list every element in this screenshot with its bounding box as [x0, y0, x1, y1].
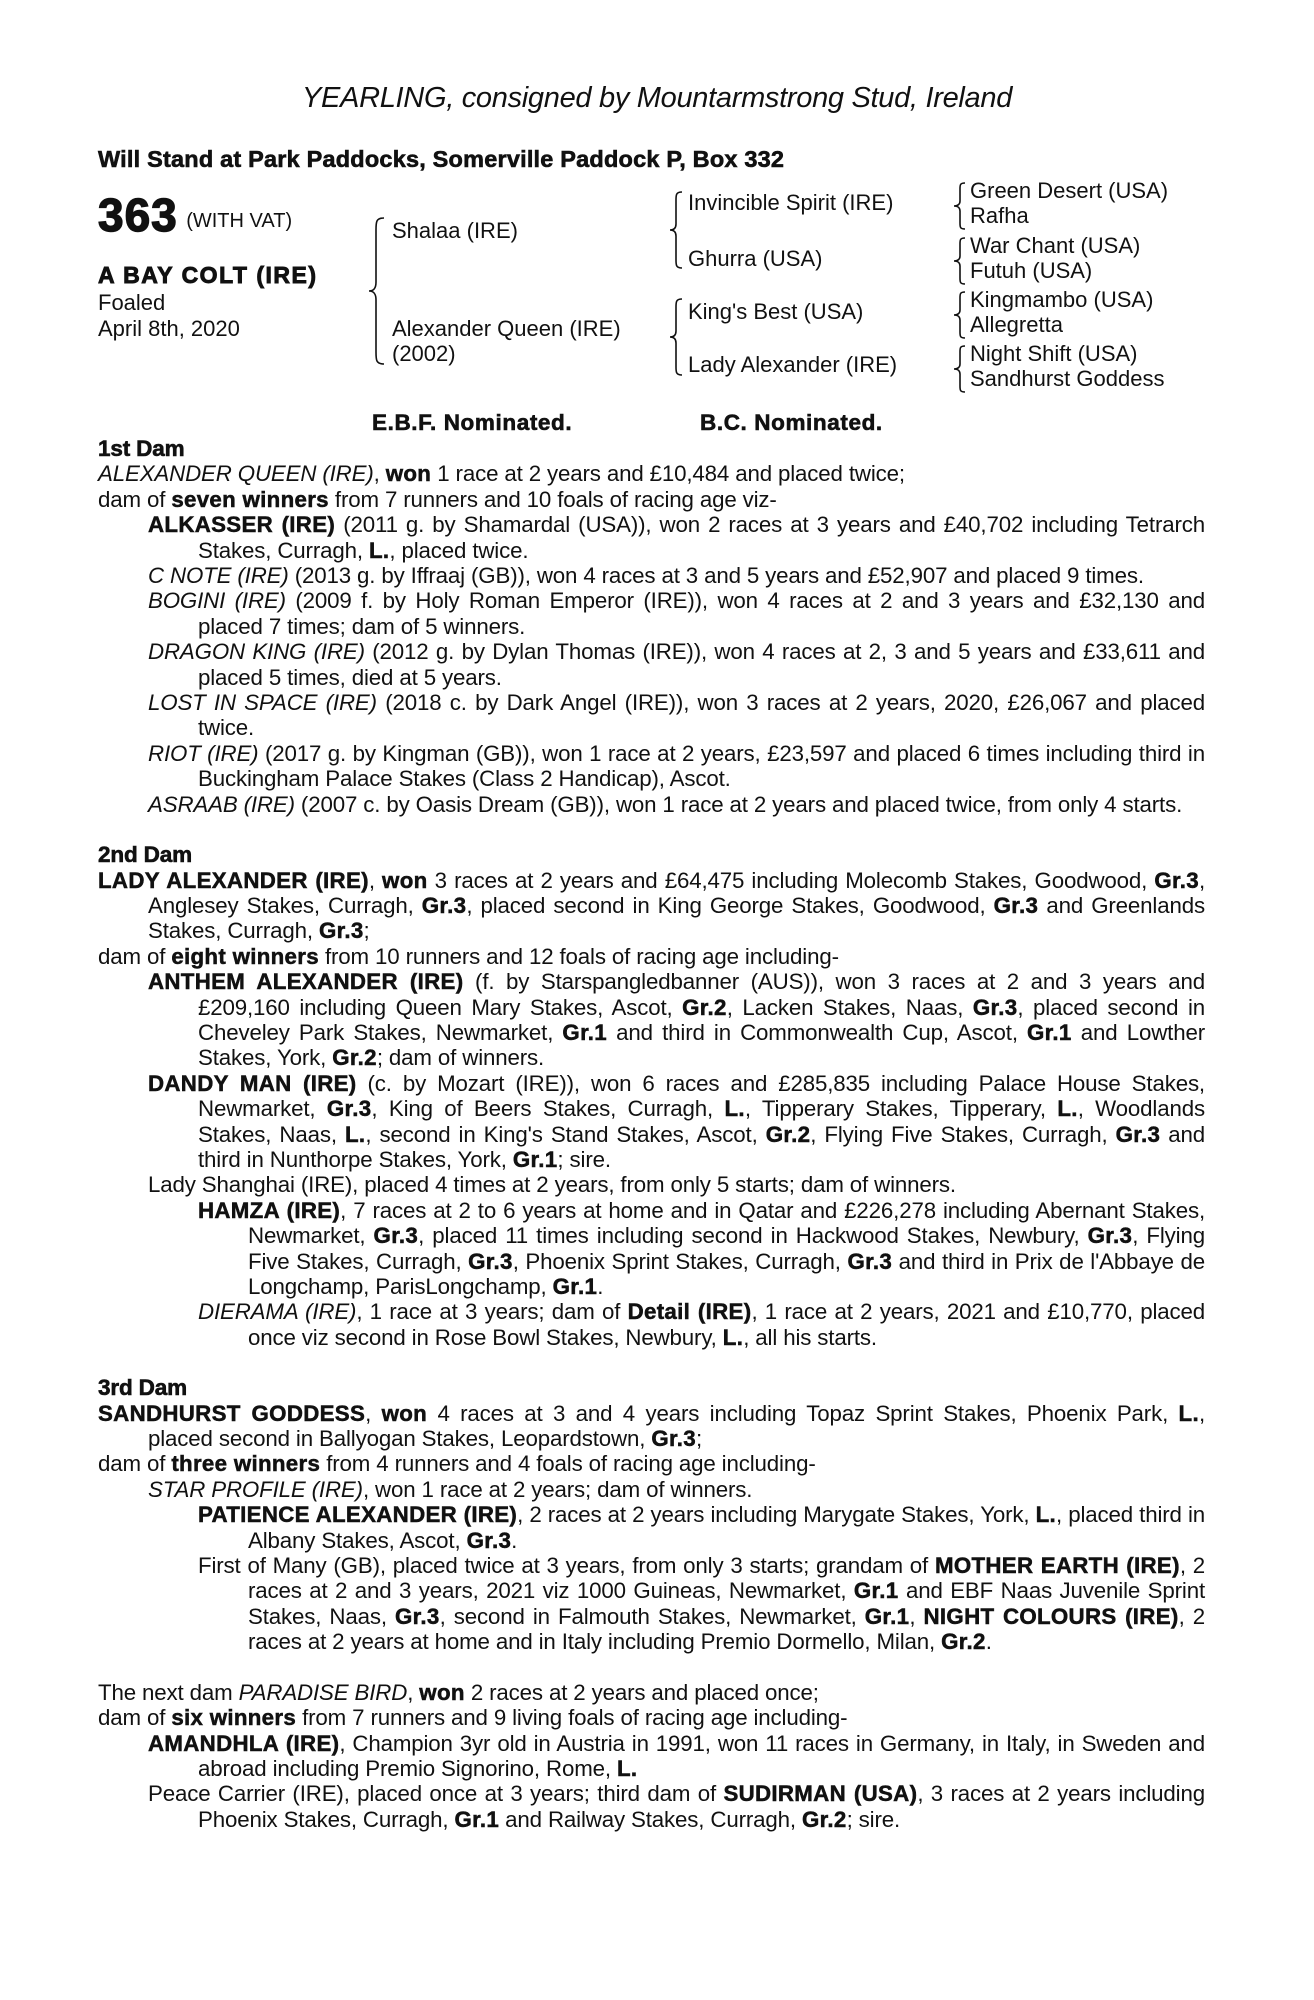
- text-run: , placed third in Albany Stakes, Ascot,: [248, 1502, 1206, 1553]
- bold-text: SUDIRMAN (USA): [723, 1781, 918, 1807]
- text-run: 1 race at 2 years and £10,484 and placed twice;: [431, 461, 905, 487]
- bold-text: Gr.1: [853, 1578, 899, 1604]
- text-run: , 1 race at 2 years, 2021 and £10,770, placed once viz second in Rose Bowl Stakes, Newbury,: [248, 1299, 1205, 1350]
- text-run: and third in Commonwealth Cup, Ascot,: [607, 1019, 1028, 1045]
- pedigree-sire: Shalaa (IRE): [392, 218, 518, 243]
- second-dam-entry: [148, 1071, 1205, 1173]
- text-run: , all his starts.: [743, 1324, 877, 1350]
- ebf-nominated: E.B.F. Nominated.: [372, 410, 573, 435]
- text-run: and Railway Stakes, Curragh,: [499, 1806, 802, 1832]
- text-run: and third in Prix de l'Abbaye de Longchamp, ParisLongchamp,: [248, 1248, 1205, 1299]
- second-dam-entry: [148, 969, 1205, 1071]
- bold-text: MOTHER EARTH (IRE): [934, 1553, 1180, 1579]
- first-dam-entry: [148, 563, 1205, 588]
- first-dam-entry: [148, 741, 1205, 792]
- text-run: dam of: [98, 943, 172, 969]
- text-run: , Flying Five Stakes, Curragh,: [810, 1121, 1116, 1147]
- text-run: (2013 g. by Iffraaj (GB)), won 4 races at 3 and 5 years and £52,907 and placed 9 times.: [288, 563, 1144, 589]
- text-run: and Greenlands Stakes, Curragh,: [148, 892, 1205, 944]
- pedigree-brace-g3-4: [951, 344, 967, 394]
- pedigree-dam-sire: King's Best (USA): [688, 299, 864, 324]
- text-run: , won 1 race at 2 years; dam of winners.: [362, 1476, 753, 1502]
- text-run: dam of: [98, 486, 172, 512]
- bold-text: ALKASSER (IRE): [148, 512, 336, 538]
- bold-text: Gr.3: [993, 892, 1039, 918]
- text-run: Lady Shanghai (IRE), placed 4 times at 2 years, from only 5 starts; dam of winners.: [148, 1172, 956, 1198]
- text-run: , second in King's Stand Stakes, Ascot,: [365, 1121, 766, 1147]
- bold-text: Gr.1: [552, 1274, 598, 1299]
- second-dam-entry: [198, 1299, 1205, 1350]
- bold-text: won: [385, 461, 432, 487]
- bold-text: L.: [1057, 1096, 1078, 1122]
- bold-text: L.: [1035, 1502, 1057, 1528]
- third-dam-entry: [98, 1401, 1205, 1452]
- text-run: ; dam of winners.: [376, 1045, 545, 1071]
- next-dam-entry: [148, 1781, 1205, 1832]
- pedigree-g3-1: Rafha: [970, 203, 1029, 228]
- second-dam-entry: [98, 868, 1205, 944]
- text-run: , 2 races at 2 years including Marygate Stakes, York,: [517, 1502, 1036, 1528]
- text-run: (2012 g. by Dylan Thomas (IRE)), won 4 races at 2, 3 and 5 years and £33,611 and placed 5 times, died at 5 years.: [198, 639, 1205, 690]
- text-run: ; sire.: [846, 1806, 901, 1832]
- bold-text: L.: [722, 1324, 744, 1350]
- italic-text: RIOT (IRE): [148, 740, 259, 766]
- bold-text: Gr.1: [562, 1019, 608, 1045]
- text-run: from 4 runners and 4 foals of racing age including-: [320, 1451, 816, 1477]
- first-dam-entry: [148, 588, 1205, 639]
- pedigree-sire-sire: Invincible Spirit (IRE): [688, 190, 894, 215]
- pedigree-dam: Alexander Queen (IRE): [392, 316, 621, 341]
- text-run: , Lacken Stakes, Naas,: [726, 994, 973, 1020]
- text-run: (c. by Mozart (IRE)), won 6 races and £285,835 including Palace House Stakes, Newmarket,: [198, 1070, 1205, 1122]
- text-run: First of Many (GB), placed twice at 3 years, from only 3 starts; grandam of: [198, 1553, 935, 1579]
- text-run: ,: [407, 1679, 420, 1705]
- pedigree-dam-year: (2002): [392, 341, 456, 366]
- bold-text: Gr.3: [326, 1096, 372, 1122]
- text-run: dam of: [98, 1705, 172, 1731]
- text-run: , Anglesey Stakes, Curragh,: [148, 867, 1205, 918]
- pedigree-brace-dam: [668, 297, 684, 377]
- bold-text: L.: [724, 1096, 745, 1122]
- text-run: 3 races at 2 years and £64,475 including Molecomb Stakes, Goodwood,: [427, 867, 1155, 893]
- pedigree-brace-sire: [668, 190, 684, 270]
- pedigree-sire-dam: Ghurra (USA): [688, 246, 823, 271]
- bold-text: ANTHEM ALEXANDER (IRE): [148, 969, 464, 995]
- lot-number: 363: [98, 189, 178, 241]
- pedigree-brace-g3-1: [951, 181, 967, 231]
- next-dam-section: [98, 1680, 1205, 1832]
- text-run: (2018 c. by Dark Angel (IRE)), won 3 races at 2 years, 2020, £26,067 and placed twice.: [198, 690, 1205, 741]
- third-dam-lines: [98, 1401, 1205, 1655]
- text-run: from 10 runners and 12 foals of racing age including-: [318, 943, 839, 969]
- italic-text: DIERAMA (IRE): [198, 1299, 357, 1325]
- pedigree-brace-g3-2: [951, 236, 967, 286]
- text-run: .: [597, 1274, 604, 1299]
- second-dam-entry: [198, 1198, 1205, 1300]
- next-dam-entry: [98, 1705, 1205, 1730]
- bold-text: Gr.3: [1087, 1223, 1133, 1249]
- first-dam-section: [98, 436, 1205, 817]
- text-run: from 7 runners and 10 foals of racing age viz-: [328, 486, 777, 512]
- text-run: , Flying Five Stakes, Curragh,: [248, 1223, 1205, 1274]
- bold-text: Gr.3: [395, 1603, 440, 1629]
- text-run: (2007 c. by Oasis Dream (GB)), won 1 race at 2 years and placed twice, from only 4 starts.: [294, 791, 1183, 817]
- bold-text: AMANDHLA (IRE): [148, 1730, 340, 1756]
- text-run: and Lowther Stakes, York,: [198, 1019, 1205, 1071]
- bold-text: won: [381, 1400, 428, 1426]
- vat-note: (WITH VAT): [186, 210, 293, 232]
- first-dam-entry: [98, 461, 1205, 486]
- bold-text: HAMZA (IRE): [198, 1197, 341, 1223]
- bold-text: six winners: [171, 1705, 297, 1731]
- lot-number-block: [98, 188, 292, 242]
- text-run: , 3 races at 2 years including Phoenix Stakes, Curragh,: [198, 1781, 1205, 1832]
- italic-text: PARADISE BIRD: [238, 1679, 408, 1705]
- pedigree-brace-g3-3: [951, 290, 967, 340]
- pedigree-g3-0: Green Desert (USA): [970, 178, 1169, 203]
- third-dam-entry: [198, 1553, 1205, 1655]
- first-dam-entry: [148, 512, 1205, 563]
- first-dam-heading: 1st Dam: [98, 436, 185, 461]
- foaled-date: April 8th, 2020: [98, 316, 240, 341]
- bold-text: Gr.3: [421, 892, 467, 918]
- text-run: , 2 races at 2 years at home and in Italy including Premio Dormello, Milan,: [248, 1603, 1205, 1655]
- text-run: ,: [368, 867, 383, 893]
- bold-text: Gr.1: [512, 1146, 558, 1172]
- foaled-label: Foaled: [98, 290, 166, 315]
- foaled-info: [98, 290, 240, 342]
- text-run: (2011 g. by Shamardal (USA)), won 2 races at 3 years and £40,702 including Tetrarch Stakes, Curragh,: [198, 512, 1206, 563]
- italic-text: BOGINI (IRE): [148, 588, 286, 614]
- text-run: from 7 runners and 9 living foals of racing age including-: [296, 1705, 848, 1731]
- bold-text: PATIENCE ALEXANDER (IRE): [198, 1502, 518, 1528]
- bold-text: eight winners: [171, 943, 319, 969]
- bold-text: Gr.2: [332, 1045, 377, 1071]
- text-run: .: [985, 1629, 992, 1655]
- text-run: , 7 races at 2 to 6 years at home and in Qatar and £226,278 including Abernant Stakes, Newmarket,: [248, 1197, 1206, 1249]
- pedigree-g3-7: Sandhurst Goddess: [970, 366, 1165, 391]
- next-dam-entry: [98, 1680, 1205, 1705]
- third-dam-section: [98, 1375, 1205, 1654]
- bold-text: NIGHT COLOURS (IRE): [923, 1603, 1179, 1629]
- text-run: , Woodlands Stakes, Naas,: [198, 1096, 1205, 1147]
- bold-text: Gr.3: [1154, 867, 1199, 893]
- bold-text: Gr.3: [651, 1426, 696, 1452]
- text-run: , second in Falmouth Stakes, Newmarket,: [439, 1603, 865, 1629]
- bold-text: won: [419, 1679, 465, 1705]
- text-run: (2009 f. by Holy Roman Emperor (IRE)), won 4 races at 2 and 3 years and £32,130 and placed 7 times; dam of 5 winners.: [198, 588, 1205, 639]
- italic-text: LOST IN SPACE (IRE): [148, 690, 377, 716]
- pedigree-g3-6: Night Shift (USA): [970, 341, 1138, 366]
- bold-text: Gr.2: [765, 1121, 811, 1147]
- bold-text: three winners: [171, 1451, 321, 1477]
- text-run: , placed twice.: [389, 537, 529, 563]
- second-dam-lines: [98, 868, 1205, 1351]
- bold-text: L.: [616, 1755, 638, 1781]
- second-dam-section: [98, 842, 1205, 1350]
- text-run: ;: [695, 1426, 702, 1452]
- bold-text: Gr.2: [941, 1629, 986, 1655]
- italic-text: DRAGON KING (IRE): [148, 639, 365, 665]
- first-dam-entry: [98, 487, 1205, 512]
- text-run: , placed 11 times including second in Hackwood Stakes, Newbury,: [418, 1223, 1088, 1249]
- text-run: 4 races at 3 and 4 years including Topaz Sprint Stakes, Phoenix Park,: [427, 1400, 1179, 1426]
- text-run: ,: [373, 461, 386, 487]
- second-dam-heading: 2nd Dam: [98, 842, 192, 868]
- text-run: , Tipperary Stakes, Tipperary,: [744, 1096, 1058, 1122]
- pedigree-brace-gen1: [366, 216, 386, 366]
- bold-text: won: [382, 867, 428, 893]
- bold-text: LADY ALEXANDER (IRE): [98, 867, 369, 893]
- bold-text: SANDHURST GODDESS: [98, 1400, 366, 1426]
- text-run: Peace Carrier (IRE), placed once at 3 years; third dam of: [148, 1781, 724, 1807]
- bold-text: Gr.1: [864, 1603, 910, 1629]
- bc-nominated: B.C. Nominated.: [700, 410, 883, 435]
- third-dam-heading: 3rd Dam: [98, 1375, 187, 1401]
- italic-text: ASRAAB (IRE): [148, 791, 295, 817]
- text-run: (2017 g. by Kingman (GB)), won 1 race at 2 years, £23,597 and placed 6 times including third in Buckingham Palace Stakes (Class 2 Handicap), Ascot.: [198, 740, 1205, 792]
- text-run: , King of Beers Stakes, Curragh,: [371, 1096, 725, 1122]
- pedigree-g3-2: War Chant (USA): [970, 233, 1141, 258]
- text-run: (f. by Starspangledbanner (AUS)), won 3 races at 2 and 3 years and £209,160 including Queen Mary Stakes, Ascot,: [198, 969, 1205, 1020]
- bold-text: seven winners: [171, 486, 329, 512]
- bold-text: Gr.1: [454, 1806, 500, 1832]
- bold-text: L.: [368, 537, 390, 563]
- text-run: , 2 races at 2 and 3 years, 2021 viz 1000 Guineas, Newmarket,: [248, 1553, 1205, 1604]
- first-dam-entry: [148, 792, 1205, 817]
- text-run: , placed second in King George Stakes, Goodwood,: [466, 892, 994, 918]
- first-dam-lines: [98, 461, 1205, 817]
- text-run: , Champion 3yr old in Austria in 1991, won 11 races in Germany, in Italy, in Sweden and abroad including Premio Signorino, Rome,: [198, 1730, 1205, 1781]
- pedigree-g3-4: Kingmambo (USA): [970, 287, 1154, 312]
- bold-text: DANDY MAN (IRE): [148, 1070, 357, 1096]
- text-run: 2 races at 2 years and placed once;: [464, 1679, 819, 1705]
- text-run: and third in Nunthorpe Stakes, York,: [198, 1121, 1206, 1172]
- bold-text: Gr.3: [468, 1248, 513, 1274]
- text-run: ;: [363, 918, 370, 944]
- italic-text: STAR PROFILE (IRE): [148, 1476, 363, 1502]
- third-dam-entry: [98, 1451, 1205, 1476]
- text-run: The next dam: [98, 1679, 239, 1705]
- pedigree-g3-3: Futuh (USA): [970, 258, 1093, 283]
- text-run: ,: [909, 1603, 924, 1629]
- pedigree-notes: [98, 436, 1205, 1832]
- next-dam-entry: [148, 1731, 1205, 1782]
- bold-text: Gr.1: [1027, 1019, 1072, 1045]
- text-run: , 1 race at 3 years; dam of: [356, 1299, 628, 1325]
- text-run: dam of: [98, 1451, 172, 1477]
- stand-location: Will Stand at Park Paddocks, Somerville Paddock P, Box 332: [98, 146, 785, 172]
- second-dam-entry: [148, 1172, 1205, 1197]
- text-run: , placed second in Cheveley Park Stakes, Newmarket,: [198, 994, 1206, 1045]
- first-dam-entry: [148, 639, 1205, 690]
- bold-text: Gr.3: [318, 918, 364, 944]
- text-run: , Phoenix Sprint Stakes, Curragh,: [512, 1248, 848, 1274]
- third-dam-entry: [198, 1502, 1205, 1553]
- bold-text: Detail (IRE): [627, 1299, 752, 1325]
- bold-text: L.: [344, 1121, 366, 1147]
- bold-text: Gr.3: [1115, 1121, 1161, 1147]
- bold-text: L.: [1178, 1400, 1199, 1426]
- page-title: YEARLING, consigned by Mountarmstrong Stud, Ireland: [301, 82, 1013, 114]
- text-run: ; sire.: [557, 1146, 611, 1172]
- third-dam-entry: [148, 1477, 1205, 1502]
- text-run: ,: [365, 1400, 382, 1426]
- bold-text: Gr.3: [972, 994, 1018, 1020]
- pedigree-g3-5: Allegretta: [970, 312, 1063, 337]
- text-run: .: [511, 1527, 518, 1553]
- pedigree-dam-dam: Lady Alexander (IRE): [688, 352, 898, 377]
- italic-text: ALEXANDER QUEEN (IRE): [98, 461, 374, 487]
- italic-text: C NOTE (IRE): [148, 563, 289, 589]
- bold-text: Gr.3: [847, 1248, 893, 1274]
- bold-text: Gr.3: [373, 1223, 419, 1249]
- text-run: , placed second in Ballyogan Stakes, Leopardstown,: [148, 1400, 1206, 1452]
- bold-text: Gr.3: [466, 1527, 512, 1553]
- bold-text: Gr.2: [682, 994, 727, 1020]
- next-dam-lines: [98, 1680, 1205, 1832]
- lot-description: A BAY COLT (IRE): [98, 262, 318, 288]
- second-dam-entry: [98, 944, 1205, 969]
- text-run: and EBF Naas Juvenile Sprint Stakes, Naas,: [248, 1578, 1206, 1629]
- first-dam-entry: [148, 690, 1205, 741]
- bold-text: Gr.2: [801, 1806, 847, 1832]
